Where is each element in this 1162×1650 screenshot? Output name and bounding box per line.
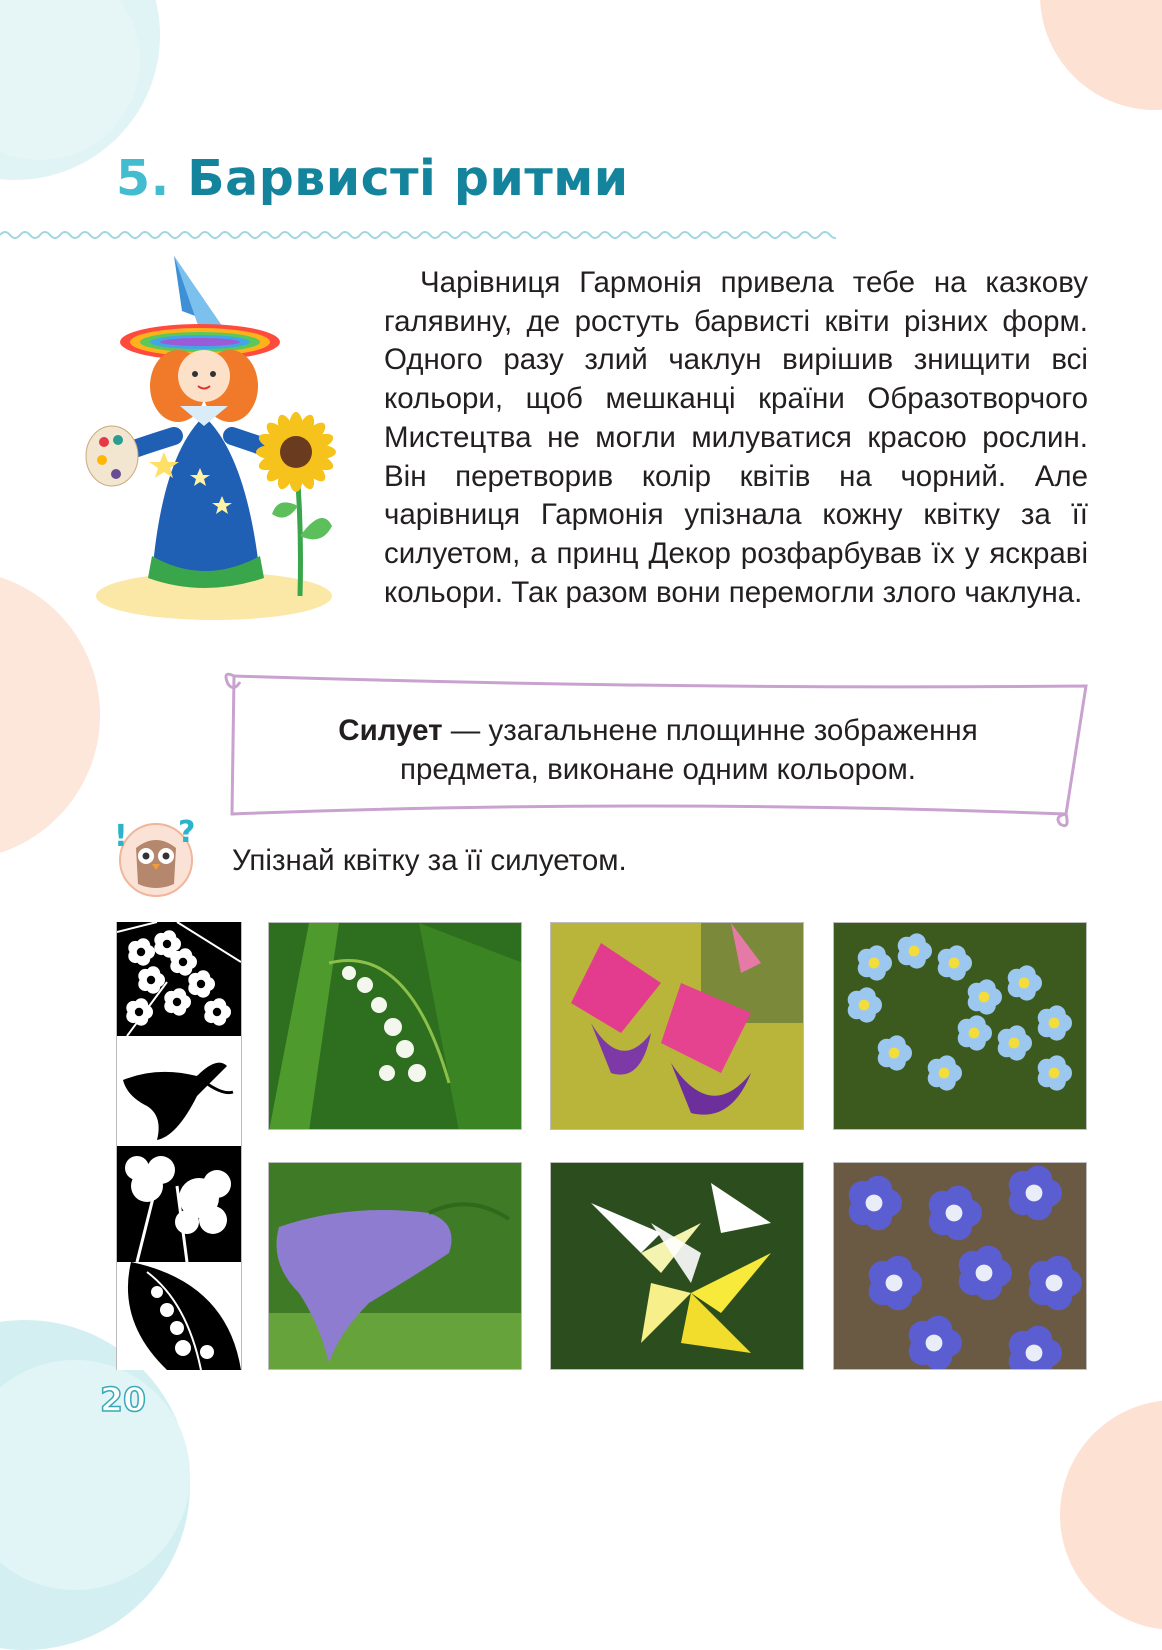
photo-forget-me-not — [833, 922, 1087, 1130]
definition-body: — узагальнене площинне зображення предмета, виконане одним кольором. — [400, 714, 978, 786]
definition-text — [288, 711, 1028, 789]
wizard-harmony-illustration — [82, 256, 352, 626]
definition-term: Силует — [338, 714, 443, 747]
story-paragraph: Чарівниця Гармонія привела тебе на казкову галявину, де ростуть барвисті квіти різних форм. Одного разу злий чаклун вирішив знищити всі кольори, щоб мешканці країни Образотворчого Мистецтва не могли милуватися красою рослин. Він перетворив колір квітів на чорний. Але чарівниця Гармонія упізнала кожну квітку за її силуетом, а принц Декор розфарбував їх у яскраві кольори. Так разом вони перемогли злого чаклуна. — [384, 266, 1088, 609]
lesson-title-text: Барвисті ритми — [187, 150, 629, 207]
task-instruction: Упізнай квітку за її силуетом. — [232, 844, 627, 877]
question-mark: ? — [178, 815, 196, 850]
lesson-title — [116, 150, 629, 207]
wavy-divider — [0, 226, 836, 244]
photo-lily-of-the-valley — [268, 922, 522, 1130]
silhouette-bellflower — [116, 1036, 242, 1146]
exclamation-mark: ! — [114, 819, 128, 854]
decor-circle-top-right — [1040, 0, 1162, 110]
photo-fuchsia — [550, 922, 804, 1130]
silhouette-geranium — [116, 1146, 242, 1262]
photo-bellflower — [268, 1162, 522, 1370]
silhouette-lily-of-the-valley — [116, 1262, 242, 1370]
decor-circle-bottom-right — [1060, 1400, 1162, 1630]
photo-hepatica — [833, 1162, 1087, 1370]
lesson-number: 5. — [116, 150, 170, 207]
silhouette-forget-me-not — [116, 922, 242, 1036]
owl-task-icon — [110, 812, 202, 898]
page-number: 20 — [100, 1380, 146, 1419]
photo-meadowfoam — [550, 1162, 804, 1370]
